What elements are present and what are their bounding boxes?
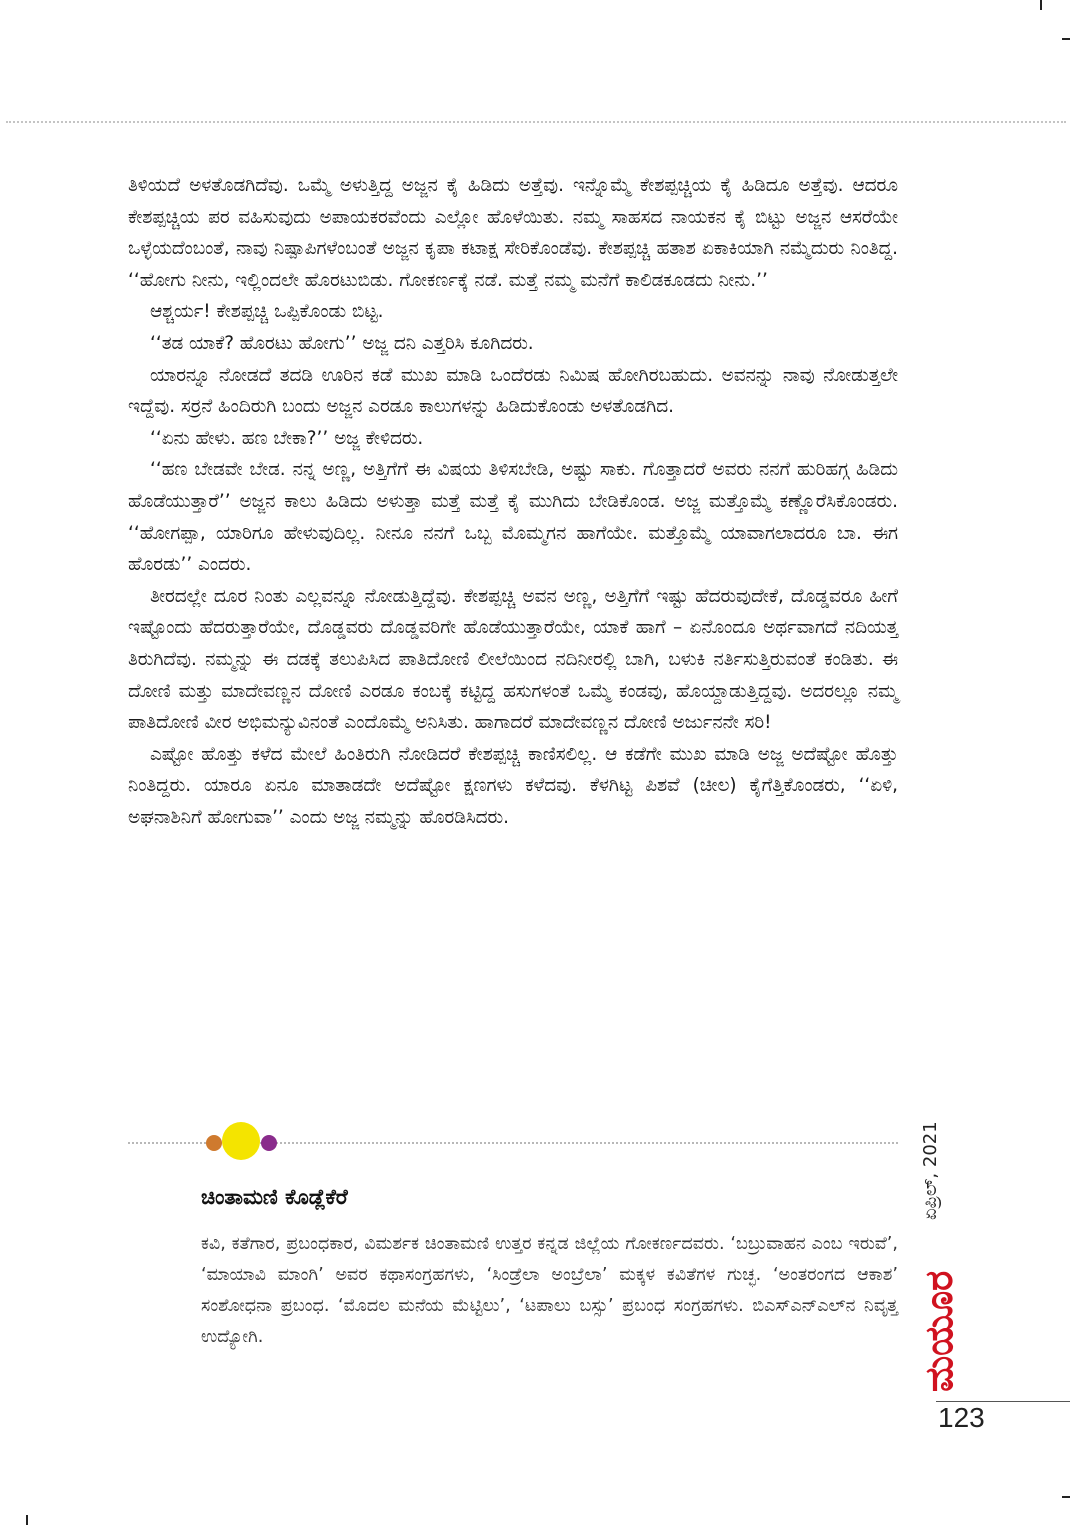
crop-mark-top bbox=[1040, 0, 1042, 10]
page-number: 123 bbox=[938, 1402, 985, 1433]
orange-dot-ornament bbox=[206, 1135, 222, 1151]
section-divider bbox=[128, 1128, 898, 1160]
story-paragraph: ‘‘ಹಣ ಬೇಡವೇ ಬೇಡ. ನನ್ನ ಅಣ್ಣ, ಅತ್ತಿಗೆಗೆ ಈ ವಿಷಯ ತಿಳಿಸಬೇಡಿ, ಅಷ್ಟು ಸಾಕು. ಗೊತ್ತಾದರೆ ಅವರು ನನಗೆ ಹುರಿಹಗ್ಗ ಹಿಡಿದು ಹೊಡೆಯುತ್ತಾರೆ’’ ಅಜ್ಜನ ಕಾಲು ಹಿಡಿದು ಅಳುತ್ತಾ ಮತ್ತೆ ಮತ್ತೆ ಕೈ ಮುಗಿದು ಬೇಡಿಕೊಂಡ. ಅಜ್ಜ ಮತ್ತೊಮ್ಮೆ ಕಣ್ಣೊರೆಸಿಕೊಂಡರು. ‘‘ಹೋಗಪ್ಪಾ, ಯಾರಿಗೂ ಹೇಳುವುದಿಲ್ಲ. ನೀನೂ ನನಗೆ ಒಬ್ಬ ಮೊಮ್ಮಗನ ಹಾಗೆಯೇ. ಮತ್ತೊಮ್ಮೆ ಯಾವಾಗಲಾದರೂ ಬಾ. ಈಗ ಹೊರಡು’’ ಎಂದರು. bbox=[128, 459, 898, 576]
magazine-name: ಮಯೂರ bbox=[917, 1270, 961, 1392]
story-paragraph: ‘‘ತಡ ಯಾಕೆ? ಹೊರಟು ಹೋಗು’’ ಅಜ್ಜ ದನಿ ಎತ್ತರಿಸಿ ಕೂಗಿದರು. bbox=[150, 332, 534, 354]
yellow-dot-ornament bbox=[222, 1122, 260, 1160]
crop-mark-right-bottom bbox=[1062, 1496, 1070, 1498]
issue-date: ಏಪ್ರಿಲ್, 2021 bbox=[920, 1121, 941, 1220]
top-dotted-rule bbox=[6, 121, 1066, 123]
story-paragraph: ತಿಳಿಯದೆ ಅಳತೊಡಗಿದೆವು. ಒಮ್ಮೆ ಅಳುತ್ತಿದ್ದ ಅಜ್ಜನ ಕೈ ಹಿಡಿದು ಅತ್ತೆವು. ಇನ್ನೊಮ್ಮೆ ಕೇಶಪ್ಪಚ್ಚಿಯ ಕೈ ಹಿಡಿದೂ ಅತ್ತೆವು. ಆದರೂ ಕೇಶಪ್ಪಚ್ಚಿಯ ಪರ ವಹಿಸುವುದು ಅಪಾಯಕರವೆಂದು ಎಲ್ಲೋ ಹೊಳೆಯಿತು. ನಮ್ಮ ಸಾಹಸದ ನಾಯಕನ ಕೈ ಬಿಟ್ಟು ಅಜ್ಜನ ಆಸರೆಯೇ ಒಳ್ಳೆಯದೆಂಬಂತೆ, ನಾವು ನಿಷ್ಪಾಪಿಗಳೆಂಬಂತೆ ಅಜ್ಜನ ಕೃಪಾ ಕಟಾಕ್ಷ ಸೇರಿಕೊಂಡೆವು. ಕೇಶಪ್ಪಚ್ಚಿ ಹತಾಶ ಏಕಾಕಿಯಾಗಿ ನಮ್ಮೆದುರು ನಿಂತಿದ್ದ. ‘‘ಹೋಗು ನೀನು, ಇಲ್ಲಿಂದಲೇ ಹೊರಟುಬಿಡು. ಗೋಕರ್ಣಕ್ಕೆ ನಡೆ. ಮತ್ತೆ ನಮ್ಮ ಮನೆಗೆ ಕಾಲಿಡಕೂಡದು ನೀನು.’’ bbox=[128, 175, 898, 291]
crop-mark-right-top bbox=[1062, 38, 1070, 40]
story-paragraph: ಎಷ್ಟೋ ಹೊತ್ತು ಕಳೆದ ಮೇಲೆ ಹಿಂತಿರುಗಿ ನೋಡಿದರೆ ಕೇಶಪ್ಪಚ್ಚಿ ಕಾಣಿಸಲಿಲ್ಲ. ಆ ಕಡೆಗೇ ಮುಖ ಮಾಡಿ ಅಜ್ಜ ಅದೆಷ್ಟೋ ಹೊತ್ತು ನಿಂತಿದ್ದರು. ಯಾರೂ ಏನೂ ಮಾತಾಡದೇ ಅದೆಷ್ಟೋ ಕ್ಷಣಗಳು ಕಳೆದವು. ಕೆಳಗಿಟ್ಟ ಪಿಶವೆ (ಚೀಲ) ಕೈಗೆತ್ತಿಕೊಂಡರು, ‘‘ಏಳಿ, ಅಘನಾಶಿನಿಗೆ ಹೋಗುವಾ’’ ಎಂದು ಅಜ್ಜ ನಮ್ಮನ್ನು ಹೊರಡಿಸಿದರು. bbox=[128, 743, 898, 828]
author-name: ಚಿಂತಾಮಣಿ ಕೊಡ್ಲೆಕೆರೆ bbox=[201, 1185, 348, 1209]
crop-mark-left-bottom bbox=[26, 1515, 28, 1525]
author-bio: ಕವಿ, ಕತೆಗಾರ, ಪ್ರಬಂಧಕಾರ, ವಿಮರ್ಶಕ ಚಿಂತಾಮಣಿ ಉತ್ತರ ಕನ್ನಡ ಜಿಲ್ಲೆಯ ಗೋಕರ್ಣದವರು. ‘ಬಬ್ರುವಾಹನ ಎಂಬ ಇರುವೆ’, ‘ಮಾಯಾವಿ ಮಾಂಗಿ’ ಅವರ ಕಥಾಸಂಗ್ರಹಗಳು, ‘ಸಿಂಡ್ರೆಲಾ ಅಂಬ್ರೆಲಾ’ ಮಕ್ಕಳ ಕವಿತೆಗಳ ಗುಚ್ಛ. ‘ಅಂತರಂಗದ ಆಕಾಶ’ ಸಂಶೋಧನಾ ಪ್ರಬಂಧ. ‘ಮೊದಲ ಮನೆಯ ಮೆಟ್ಟಿಲು’, ‘ಟಪಾಲು ಬಸ್ಸು’ ಪ್ರಬಂಧ ಸಂಗ್ರಹಗಳು. ಬಿಎಸ್‌ಎನ್‌ಎಲ್‌ನ ನಿವೃತ್ತ ಉದ್ಯೋಗಿ. bbox=[201, 1234, 898, 1347]
story-paragraph: ತೀರದಲ್ಲೇ ದೂರ ನಿಂತು ಎಲ್ಲವನ್ನೂ ನೋಡುತ್ತಿದ್ದೆವು. ಕೇಶಪ್ಪಚ್ಚಿ ಅವನ ಅಣ್ಣ, ಅತ್ತಿಗೆಗೆ ಇಷ್ಟು ಹೆದರುವುದೇಕೆ, ದೊಡ್ಡವರೂ ಹೀಗೆ ಇಷ್ಟೊಂದು ಹೆದರುತ್ತಾರೆಯೇ, ದೊಡ್ಡವರು ದೊಡ್ಡವರಿಗೇ ಹೊಡೆಯುತ್ತಾರೆಯೇ, ಯಾಕೆ ಹಾಗೆ – ಏನೊಂದೂ ಅರ್ಥವಾಗದೆ ನದಿಯತ್ತ ತಿರುಗಿದೆವು. ನಮ್ಮನ್ನು ಈ ದಡಕ್ಕೆ ತಲುಪಿಸಿದ ಪಾತಿದೋಣಿ ಲೀಲೆಯಿಂದ ನದಿನೀರಲ್ಲಿ ಬಾಗಿ, ಬಳುಕಿ ನರ್ತಿಸುತ್ತಿರುವಂತೆ ಕಂಡಿತು. ಈ ದೋಣಿ ಮತ್ತು ಮಾದೇವಣ್ಣನ ದೋಣಿ ಎರಡೂ ಕಂಬಕ್ಕೆ ಕಟ್ಟಿದ್ದ ಹಸುಗಳಂತೆ ಒಮ್ಮೆ ಕಂಡವು, ಹೊಯ್ದಾಡುತ್ತಿದ್ದವು. ಅದರಲ್ಲೂ ನಮ್ಮ ಪಾತಿದೋಣಿ ವೀರ ಅಭಿಮನ್ಯುವಿನಂತೆ ಎಂದೊಮ್ಮೆ ಅನಿಸಿತು. ಹಾಗಾದರೆ ಮಾದೇವಣ್ಣನ ದೋಣಿ ಅರ್ಜುನನೇ ಸರಿ! bbox=[128, 585, 898, 734]
story-paragraph: ಆಶ್ಚರ್ಯ! ಕೇಶಪ್ಪಚ್ಚಿ ಒಪ್ಪಿಕೊಂಡು ಬಿಟ್ಟ. bbox=[150, 301, 384, 323]
purple-dot-ornament bbox=[261, 1135, 277, 1151]
story-paragraph: ಯಾರನ್ನೂ ನೋಡದೆ ತದಡಿ ಊರಿನ ಕಡೆ ಮುಖ ಮಾಡಿ ಒಂದೆರಡು ನಿಮಿಷ ಹೋಗಿರಬಹುದು. ಅವನನ್ನು ನಾವು ನೋಡುತ್ತಲೇ ಇದ್ದೆವು. ಸರ್ರನೆ ಹಿಂದಿರುಗಿ ಬಂದು ಅಜ್ಜನ ಎರಡೂ ಕಾಲುಗಳನ್ನು ಹಿಡಿದುಕೊಂಡು ಅಳತೊಡಗಿದ. bbox=[128, 364, 898, 418]
story-paragraph: ‘‘ಏನು ಹೇಳು. ಹಣ ಬೇಕಾ?’’ ಅಜ್ಜ ಕೇಳಿದರು. bbox=[150, 427, 424, 449]
story-body bbox=[128, 170, 898, 833]
